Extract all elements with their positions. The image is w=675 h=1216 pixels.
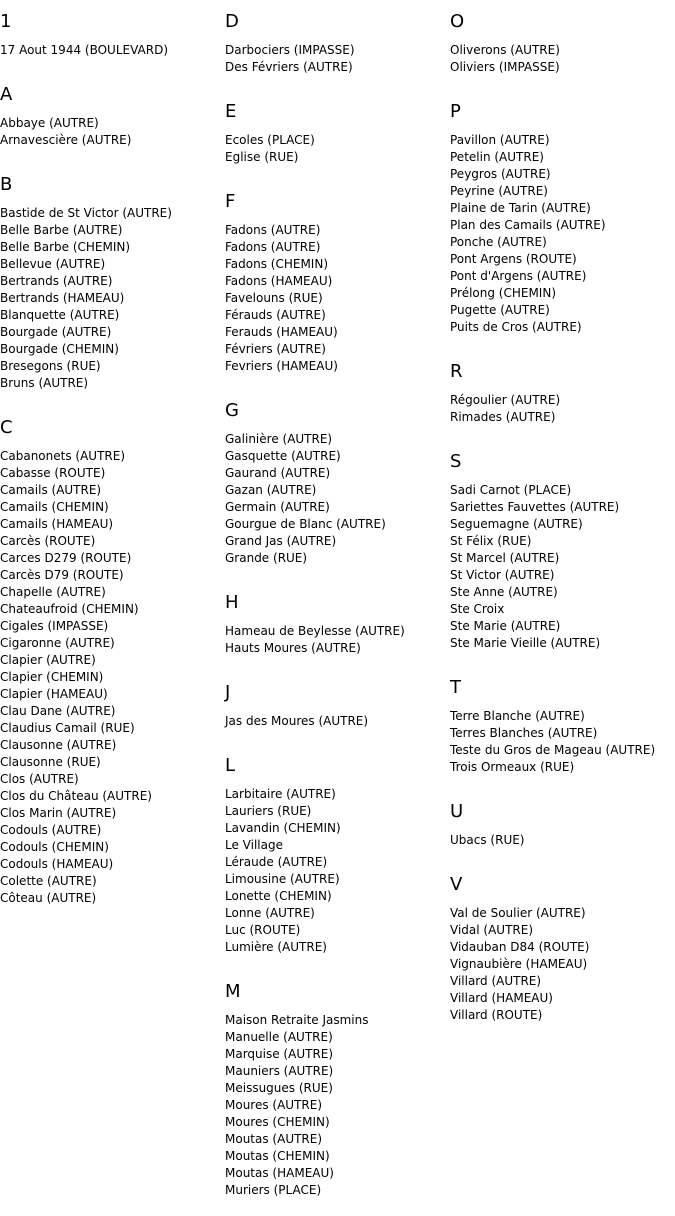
letter-group <box>450 0 675 90</box>
street-list <box>225 421 450 581</box>
letter-group <box>225 90 450 180</box>
letter-heading: M <box>225 981 241 1002</box>
letter-heading: T <box>450 677 461 698</box>
street-entry: Val de Soulier (AUTRE) <box>450 906 586 920</box>
street-entry: Petelin (AUTRE) <box>450 150 544 164</box>
street-entry: Marquise (AUTRE) <box>225 1047 334 1061</box>
street-entry: Clausonne (RUE) <box>0 755 101 769</box>
street-list <box>0 438 225 921</box>
street-entry: Cigaronne (AUTRE) <box>0 636 115 650</box>
street-entry: Manuelle (AUTRE) <box>225 1030 333 1044</box>
street-entry: Ponche (AUTRE) <box>450 235 547 249</box>
street-list <box>450 472 675 666</box>
street-entry: Villard (AUTRE) <box>450 974 542 988</box>
letter-group <box>450 863 675 1038</box>
street-entry: Pavillon (AUTRE) <box>450 133 550 147</box>
letter-heading: H <box>225 592 239 613</box>
street-entry: Févriers (AUTRE) <box>225 342 326 356</box>
street-entry: Mauniers (AUTRE) <box>225 1064 334 1078</box>
street-entry: Peyrine (AUTRE) <box>450 184 548 198</box>
street-entry: Clau Dane (AUTRE) <box>0 704 116 718</box>
street-entry: Côteau (AUTRE) <box>0 891 97 905</box>
street-entry: Blanquette (AUTRE) <box>0 308 120 322</box>
street-entry: Moutas (AUTRE) <box>225 1132 323 1146</box>
street-entry: Villard (HAMEAU) <box>450 991 553 1005</box>
street-entry: Férauds (AUTRE) <box>225 308 326 322</box>
street-entry: Camails (AUTRE) <box>0 483 102 497</box>
street-entry: Belle Barbe (AUTRE) <box>0 223 123 237</box>
street-entry: Bourgade (AUTRE) <box>0 325 112 339</box>
street-entry: Prélong (CHEMIN) <box>450 286 557 300</box>
street-entry: Vidal (AUTRE) <box>450 923 534 937</box>
street-entry: Chapelle (AUTRE) <box>0 585 106 599</box>
letter-group <box>0 163 225 406</box>
street-entry: Grande (RUE) <box>225 551 308 565</box>
street-entry: Limousine (AUTRE) <box>225 872 340 886</box>
letter-heading: R <box>450 361 463 382</box>
street-entry: Teste du Gros de Mageau (AUTRE) <box>450 743 656 757</box>
street-entry: St Victor (AUTRE) <box>450 568 555 582</box>
street-list <box>450 822 675 863</box>
street-entry: Fadons (AUTRE) <box>225 223 321 237</box>
letter-group <box>0 73 225 163</box>
street-list <box>450 32 675 90</box>
letter-heading: S <box>450 451 462 472</box>
street-entry: Maison Retraite Jasmins <box>225 1013 369 1027</box>
street-list <box>225 32 450 90</box>
street-entry: Lonette (CHEMIN) <box>225 889 332 903</box>
letter-group <box>225 180 450 389</box>
street-entry: 17 Aout 1944 (BOULEVARD) <box>0 43 169 57</box>
letter-group <box>450 350 675 440</box>
street-entry: Cabasse (ROUTE) <box>0 466 106 480</box>
street-list <box>0 105 225 163</box>
letter-group <box>0 406 225 921</box>
street-list <box>450 122 675 350</box>
index-column-1 <box>0 0 225 921</box>
street-list <box>0 32 225 73</box>
street-entry: Bertrands (HAMEAU) <box>0 291 125 305</box>
street-entry: Vignaubière (HAMEAU) <box>450 957 588 971</box>
street-entry: Moutas (HAMEAU) <box>225 1166 334 1180</box>
street-list <box>225 212 450 389</box>
street-entry: Claudius Camail (RUE) <box>0 721 135 735</box>
street-entry: Pont d'Argens (AUTRE) <box>450 269 587 283</box>
letter-heading: P <box>450 101 461 122</box>
street-entry: Ubacs (RUE) <box>450 833 525 847</box>
street-entry: Larbitaire (AUTRE) <box>225 787 336 801</box>
street-entry: Trois Ormeaux (RUE) <box>450 760 575 774</box>
street-entry: Rimades (AUTRE) <box>450 410 556 424</box>
street-entry: Puits de Cros (AUTRE) <box>450 320 582 334</box>
letter-heading: G <box>225 400 239 421</box>
street-entry: St Marcel (AUTRE) <box>450 551 560 565</box>
street-entry: Peygros (AUTRE) <box>450 167 551 181</box>
street-entry: Villard (ROUTE) <box>450 1008 543 1022</box>
street-entry: Cabanonets (AUTRE) <box>0 449 126 463</box>
street-list <box>225 703 450 744</box>
street-list <box>0 195 225 406</box>
street-entry: Bertrands (AUTRE) <box>0 274 113 288</box>
letter-heading: V <box>450 874 463 895</box>
letter-heading: 1 <box>0 11 12 32</box>
street-list <box>225 122 450 180</box>
street-entry: Terres Blanches (AUTRE) <box>450 726 598 740</box>
street-entry: Luc (ROUTE) <box>225 923 301 937</box>
street-entry: Fadons (AUTRE) <box>225 240 321 254</box>
street-entry: Lumière (AUTRE) <box>225 940 327 954</box>
street-entry: Bastide de St Victor (AUTRE) <box>0 206 172 220</box>
street-entry: Muriers (PLACE) <box>225 1183 322 1197</box>
letter-heading: L <box>225 755 236 776</box>
street-entry: Gasquette (AUTRE) <box>225 449 341 463</box>
street-entry: St Félix (RUE) <box>450 534 532 548</box>
street-entry: Moures (CHEMIN) <box>225 1115 330 1129</box>
street-entry: Carces D279 (ROUTE) <box>0 551 132 565</box>
street-entry: Clapier (AUTRE) <box>0 653 96 667</box>
street-entry: Belle Barbe (CHEMIN) <box>0 240 131 254</box>
index-column-3 <box>450 0 675 1038</box>
street-entry: Abbaye (AUTRE) <box>0 116 99 130</box>
street-entry: Bresegons (RUE) <box>0 359 101 373</box>
street-entry: Clapier (CHEMIN) <box>0 670 104 684</box>
street-entry: Moutas (CHEMIN) <box>225 1149 330 1163</box>
street-entry: Bellevue (AUTRE) <box>0 257 106 271</box>
index-column-2 <box>225 0 450 1213</box>
street-entry: Clos (AUTRE) <box>0 772 79 786</box>
letter-heading: E <box>225 101 237 122</box>
street-entry: Ferauds (HAMEAU) <box>225 325 338 339</box>
letter-heading: D <box>225 11 239 32</box>
street-list <box>450 698 675 790</box>
street-list <box>450 382 675 440</box>
street-entry: Seguemagne (AUTRE) <box>450 517 583 531</box>
letter-group <box>225 970 450 1213</box>
street-entry: Bourgade (CHEMIN) <box>0 342 119 356</box>
letter-group <box>225 0 450 90</box>
street-entry: Gazan (AUTRE) <box>225 483 317 497</box>
street-entry: Gaurand (AUTRE) <box>225 466 331 480</box>
street-entry: Ste Croix <box>450 602 505 616</box>
letter-heading: F <box>225 191 236 212</box>
street-list <box>450 895 675 1038</box>
street-entry: Colette (AUTRE) <box>0 874 97 888</box>
street-entry: Camails (HAMEAU) <box>0 517 114 531</box>
street-list <box>225 613 450 671</box>
street-entry: Hauts Moures (AUTRE) <box>225 641 361 655</box>
street-entry: Clos Marin (AUTRE) <box>0 806 117 820</box>
street-entry: Oliverons (AUTRE) <box>450 43 560 57</box>
street-entry: Bruns (AUTRE) <box>0 376 89 390</box>
letter-group <box>450 440 675 666</box>
street-entry: Jas des Moures (AUTRE) <box>225 714 369 728</box>
letter-heading: B <box>0 174 13 195</box>
street-entry: Carcès D79 (ROUTE) <box>0 568 124 582</box>
letter-heading: O <box>450 11 465 32</box>
street-entry: Pont Argens (ROUTE) <box>450 252 577 266</box>
street-entry: Léraude (AUTRE) <box>225 855 328 869</box>
street-entry: Ste Anne (AUTRE) <box>450 585 558 599</box>
street-entry: Des Févriers (AUTRE) <box>225 60 353 74</box>
street-entry: Oliviers (IMPASSE) <box>450 60 560 74</box>
street-entry: Galinière (AUTRE) <box>225 432 333 446</box>
street-entry: Moures (AUTRE) <box>225 1098 323 1112</box>
street-entry: Meissugues (RUE) <box>225 1081 333 1095</box>
street-entry: Arnavescière (AUTRE) <box>0 133 132 147</box>
street-entry: Sariettes Fauvettes (AUTRE) <box>450 500 620 514</box>
street-entry: Vidauban D84 (ROUTE) <box>450 940 590 954</box>
street-entry: Terre Blanche (AUTRE) <box>450 709 585 723</box>
street-entry: Régoulier (AUTRE) <box>450 393 561 407</box>
street-entry: Grand Jas (AUTRE) <box>225 534 337 548</box>
street-entry: Ecoles (PLACE) <box>225 133 315 147</box>
street-entry: Plan des Camails (AUTRE) <box>450 218 606 232</box>
street-entry: Pugette (AUTRE) <box>450 303 550 317</box>
letter-heading: A <box>0 84 13 105</box>
street-entry: Sadi Carnot (PLACE) <box>450 483 572 497</box>
street-list <box>225 776 450 970</box>
street-entry: Lavandin (CHEMIN) <box>225 821 341 835</box>
letter-group <box>450 790 675 863</box>
street-entry: Fadons (CHEMIN) <box>225 257 329 271</box>
street-entry: Camails (CHEMIN) <box>0 500 109 514</box>
street-entry: Gourgue de Blanc (AUTRE) <box>225 517 386 531</box>
street-entry: Lonne (AUTRE) <box>225 906 315 920</box>
letter-group <box>225 389 450 581</box>
street-entry: Darbociers (IMPASSE) <box>225 43 355 57</box>
street-entry: Codouls (CHEMIN) <box>0 840 109 854</box>
letter-heading: C <box>0 417 13 438</box>
letter-heading: U <box>450 801 464 822</box>
street-entry: Plaine de Tarin (AUTRE) <box>450 201 591 215</box>
street-entry: Eglise (RUE) <box>225 150 299 164</box>
street-entry: Ste Marie (AUTRE) <box>450 619 561 633</box>
street-entry: Hameau de Beylesse (AUTRE) <box>225 624 405 638</box>
street-entry: Favelouns (RUE) <box>225 291 323 305</box>
street-entry: Clapier (HAMEAU) <box>0 687 108 701</box>
letter-group <box>225 744 450 970</box>
street-entry: Cigales (IMPASSE) <box>0 619 109 633</box>
street-entry: Fadons (HAMEAU) <box>225 274 333 288</box>
street-entry: Le Village <box>225 838 283 852</box>
street-entry: Codouls (AUTRE) <box>0 823 102 837</box>
letter-group <box>450 666 675 790</box>
street-entry: Lauriers (RUE) <box>225 804 312 818</box>
letter-group <box>225 671 450 744</box>
street-entry: Clos du Château (AUTRE) <box>0 789 152 803</box>
letter-group <box>450 90 675 350</box>
street-entry: Chateaufroid (CHEMIN) <box>0 602 139 616</box>
street-entry: Carcès (ROUTE) <box>0 534 96 548</box>
street-entry: Ste Marie Vieille (AUTRE) <box>450 636 601 650</box>
street-entry: Fevriers (HAMEAU) <box>225 359 338 373</box>
street-entry: Codouls (HAMEAU) <box>0 857 114 871</box>
street-list <box>225 1002 450 1213</box>
letter-group <box>225 581 450 671</box>
street-entry: Clausonne (AUTRE) <box>0 738 117 752</box>
street-entry: Germain (AUTRE) <box>225 500 330 514</box>
letter-group <box>0 0 225 73</box>
letter-heading: J <box>225 682 231 703</box>
